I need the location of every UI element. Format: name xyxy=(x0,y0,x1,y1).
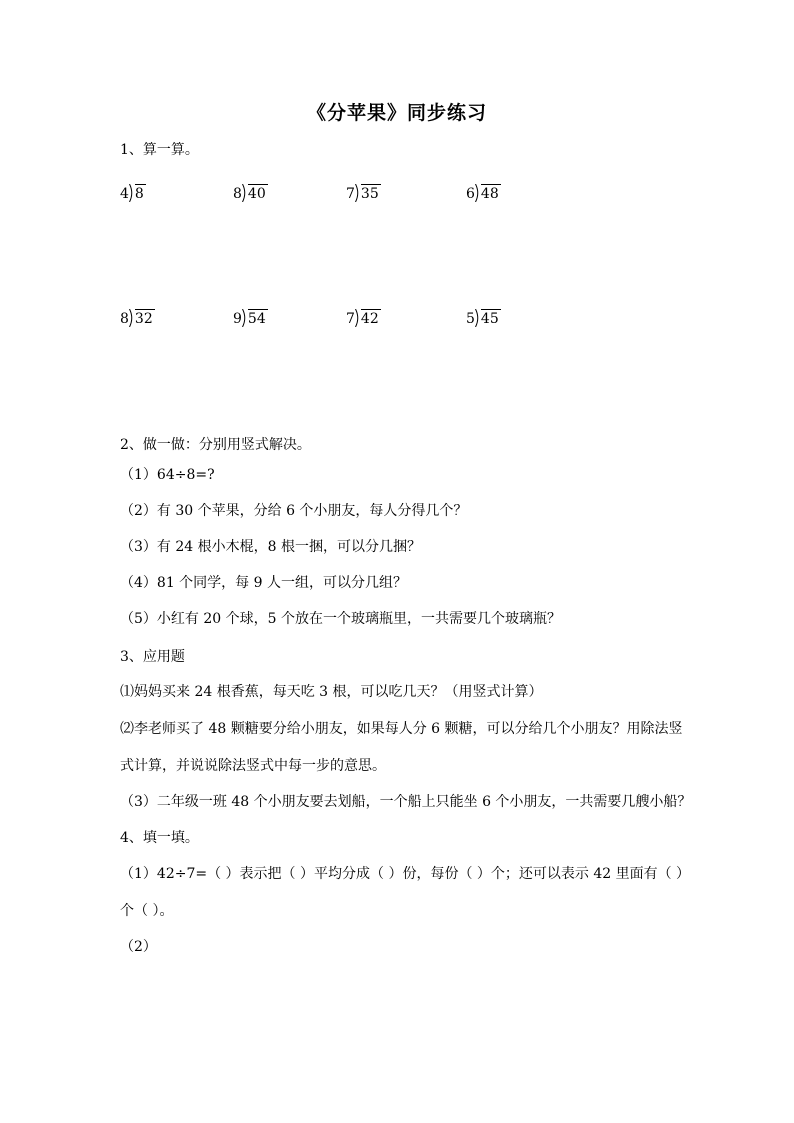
division-problem xyxy=(346,184,381,204)
dividend: 42 xyxy=(360,311,379,327)
dividend: 8 xyxy=(134,186,144,202)
divisor: 8 xyxy=(120,311,129,327)
division-row-1 xyxy=(120,184,540,206)
question-item: （3）二年级一班 48 个小朋友要去划船，一个船上只能坐 6 个小朋友，一共需要几艘小船？ xyxy=(120,794,692,810)
question-item: （5）小红有 20 个球，5 个放在一个玻璃瓶里，一共需要几个玻璃瓶？ xyxy=(120,611,561,627)
question-item: ⑴妈妈买来 24 根香蕉，每天吃 3 根，可以吃几天？（用竖式计算） xyxy=(120,684,543,700)
page-title: 《分苹果》同步练习 xyxy=(306,102,487,124)
division-bracket-icon xyxy=(242,309,247,327)
division-bracket-icon xyxy=(475,184,480,202)
divisor: 8 xyxy=(233,186,242,202)
divisor: 7 xyxy=(346,186,355,202)
section-3-heading: 3、应用题 xyxy=(120,649,185,665)
question-item: （2）有 30 个苹果，分给 6 个小朋友，每人分得几个？ xyxy=(120,503,468,519)
question-item: （1）64÷8=? xyxy=(120,467,215,483)
division-problem xyxy=(233,184,268,204)
divisor: 4 xyxy=(120,186,129,202)
division-bracket-icon xyxy=(355,184,360,202)
division-problem xyxy=(346,309,381,329)
dividend: 40 xyxy=(247,186,266,202)
dividend: 54 xyxy=(247,311,266,327)
divisor: 6 xyxy=(466,186,475,202)
division-bracket-icon xyxy=(475,309,480,327)
question-item: （4）81 个同学，每 9 人一组，可以分几组？ xyxy=(120,575,407,591)
division-problem xyxy=(120,309,155,329)
question-item-continued: 个（ ）。 xyxy=(120,903,174,919)
division-problem xyxy=(466,309,501,329)
division-problem xyxy=(120,184,146,204)
division-bracket-icon xyxy=(242,184,247,202)
question-item: （2） xyxy=(120,939,157,955)
divisor: 9 xyxy=(233,311,242,327)
division-bracket-icon xyxy=(129,184,134,202)
question-item: （1）42÷7=（ ）表示把（ ）平均分成（ ）份，每份（ ）个；还可以表示 42 里面有（ ） xyxy=(120,866,691,882)
dividend: 45 xyxy=(480,311,499,327)
question-item: （3）有 24 根小木棍，8 根一捆，可以分几捆？ xyxy=(120,539,421,555)
question-item: ⑵李老师买了 48 颗糖要分给小朋友，如果每人分 6 颗糖，可以分给几个小朋友？用除法竖 xyxy=(120,721,683,737)
division-bracket-icon xyxy=(355,309,360,327)
section-1-heading: 1、算一算。 xyxy=(120,142,199,158)
division-problem xyxy=(233,309,268,329)
dividend: 48 xyxy=(480,186,499,202)
divisor: 5 xyxy=(466,311,475,327)
section-2-heading: 2、做一做：分别用竖式解决。 xyxy=(120,437,311,453)
question-item-continued: 式计算，并说说除法竖式中每一步的意思。 xyxy=(120,758,386,774)
section-4-heading: 4、填一填。 xyxy=(120,830,199,846)
division-bracket-icon xyxy=(129,309,134,327)
divisor: 7 xyxy=(346,311,355,327)
division-problem xyxy=(466,184,501,204)
dividend: 32 xyxy=(134,311,153,327)
division-row-2 xyxy=(120,309,540,331)
dividend: 35 xyxy=(360,186,379,202)
